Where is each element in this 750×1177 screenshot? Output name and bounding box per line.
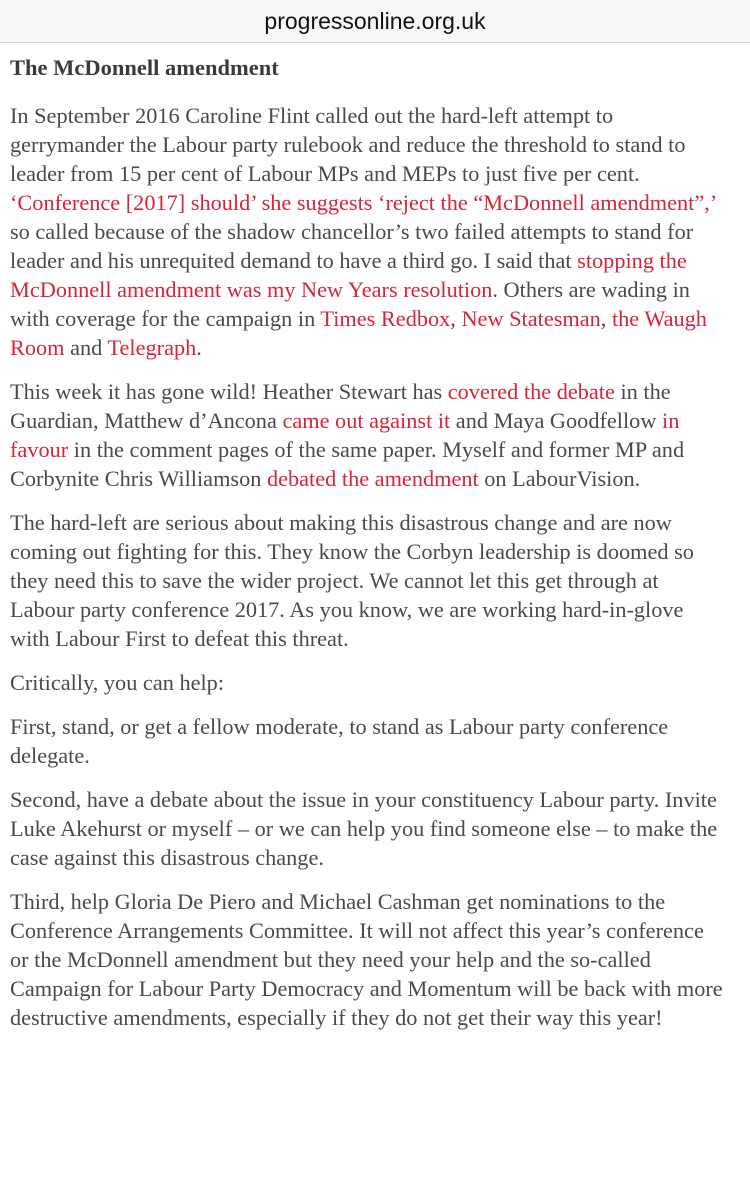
text: so called because of the shadow chancellor’s two failed attempts to stand for leader and his unrequited demand to have a third go. I said that xyxy=(10,219,694,273)
text: , xyxy=(600,306,612,331)
paragraph-3: The hard-left are serious about making this disastrous change and are now coming out fighting for this. They know the Corbyn leadership is doomed so they need this to save the wider project. We cannot let this get through at Labour party conference 2017. As you know, we are working hard-in-glove with Labour First to defeat this threat. xyxy=(10,510,694,651)
article xyxy=(0,43,750,1032)
paragraph-6: Second, have a debate about the issue in your constituency Labour party. Invite Luke Akehurst or myself – or we can help you find someone else – to make the case against this disastrous change. xyxy=(10,787,718,870)
text: In September 2016 Caroline Flint called out the hard-left attempt to gerrymander the Labour party rulebook and reduce the threshold to stand to leader from 15 per cent of Labour MPs and MEPs to just five per cent. xyxy=(10,103,686,186)
text: . Others are wading in with coverage for the campaign in xyxy=(10,277,690,331)
article-heading: The McDonnell amendment xyxy=(10,55,279,80)
link-came-out-against[interactable]: came out against it xyxy=(282,408,451,433)
text: in the Guardian, Matthew d’Ancona xyxy=(10,379,671,433)
text: This week it has gone wild! Heather Stewart has xyxy=(10,379,448,404)
link-waugh-room[interactable]: the Waugh Room xyxy=(10,306,707,360)
text: in the comment pages of the same paper. Myself and former MP and Corbynite Chris Williamson xyxy=(10,437,685,491)
paragraph-5: First, stand, or get a fellow moderate, to stand as Labour party conference delegate. xyxy=(10,714,669,768)
text: and xyxy=(64,335,108,360)
link-new-years-resolution[interactable]: stopping the McDonnell amendment was my New Years resolution xyxy=(10,248,687,302)
text: . xyxy=(196,335,202,360)
address-bar[interactable] xyxy=(0,0,750,43)
link-debated-amendment[interactable]: debated the amendment xyxy=(266,466,479,491)
link-covered-debate[interactable]: covered the debate xyxy=(447,379,615,404)
link-new-statesman[interactable]: New Statesman xyxy=(461,306,601,331)
url-text: progressonline.org.uk xyxy=(264,7,486,34)
paragraph-7: Third, help Gloria De Piero and Michael Cashman get nominations to the Conference Arrangements Committee. It will not affect this year’s conference or the McDonnell amendment but they need your help and the so-called Campaign for Labour Party Democracy and Momentum will be back with more destructive amendments, especially if they do not get their way this year! xyxy=(10,889,723,1030)
link-times-redbox[interactable]: Times Redbox xyxy=(320,306,451,331)
text: and Maya Goodfellow xyxy=(450,408,663,433)
text: , xyxy=(450,306,462,331)
link-telegraph[interactable]: Telegraph xyxy=(107,335,197,360)
text: on LabourVision. xyxy=(478,466,641,491)
link-flint-quote[interactable]: ‘Conference [2017] should’ she suggests ‘reject the “McDonnell amendment”,’ xyxy=(10,190,716,215)
paragraph-4: Critically, you can help: xyxy=(10,670,225,695)
paragraph-2 xyxy=(10,377,726,493)
paragraph-1 xyxy=(10,101,726,362)
link-in-favour[interactable]: in favour xyxy=(10,408,680,462)
